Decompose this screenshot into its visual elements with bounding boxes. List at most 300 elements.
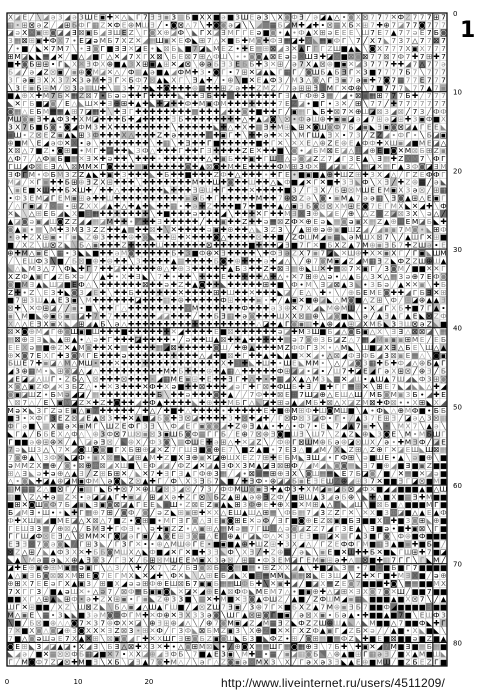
stitch-symbol: ▲ <box>242 492 248 501</box>
stitch-symbol: △ <box>370 327 376 336</box>
stitch-symbol: ⊠ <box>320 201 326 210</box>
stitch-symbol: Б <box>79 241 84 250</box>
stitch-symbol: ◣ <box>221 547 227 556</box>
stitch-symbol: ⊠ <box>93 516 99 525</box>
stitch-symbol: ◣ <box>348 311 354 320</box>
stitch-symbol: 3 <box>207 485 212 494</box>
stitch-symbol: ▲ <box>441 343 447 352</box>
stitch-symbol: 7 <box>51 91 56 100</box>
stitch-symbol: Ф <box>433 107 439 116</box>
stitch-symbol: 3 <box>278 304 283 313</box>
stitch-symbol: ✚ <box>50 178 56 187</box>
stitch-symbol: ◢ <box>299 178 305 187</box>
stitch-symbol: ╲ <box>128 563 134 572</box>
stitch-symbol: ə <box>150 68 155 77</box>
stitch-symbol: 3 <box>328 571 333 580</box>
stitch-symbol: • <box>8 193 12 202</box>
stitch-symbol: ⊕ <box>313 311 319 320</box>
stitch-symbol: Z <box>313 154 318 163</box>
stitch-symbol: ə <box>264 256 269 265</box>
stitch-symbol: ✕ <box>71 422 77 431</box>
stitch-symbol: E <box>377 146 382 155</box>
stitch-symbol: ▲ <box>228 264 234 273</box>
stitch-symbol: ✚ <box>284 579 290 588</box>
stitch-symbol: Ǝ <box>335 75 340 84</box>
stitch-symbol: Б <box>129 445 134 454</box>
stitch-symbol: ╱ <box>234 555 240 564</box>
stitch-symbol: 7 <box>356 193 361 202</box>
stitch-symbol: ✕ <box>93 99 99 108</box>
stitch-symbol: Г <box>101 162 106 171</box>
stitch-symbol: X <box>370 508 375 517</box>
stitch-symbol: ◙ <box>348 296 355 305</box>
stitch-symbol: △ <box>419 351 425 360</box>
stitch-symbol: Z <box>434 311 439 320</box>
stitch-symbol: 7 <box>356 36 361 45</box>
stitch-symbol: ⊞ <box>178 508 184 517</box>
stitch-symbol: ▲ <box>64 107 70 116</box>
stitch-symbol: ▲ <box>15 555 21 564</box>
stitch-symbol: △ <box>320 272 326 281</box>
stitch-symbol: ✚ <box>36 477 42 486</box>
stitch-symbol: ▦ <box>71 563 78 572</box>
stitch-symbol: • <box>427 406 431 415</box>
stitch-symbol: Г <box>193 492 198 501</box>
stitch-symbol: Ф <box>192 429 198 438</box>
stitch-symbol: ✚ <box>100 366 106 375</box>
stitch-symbol: M <box>227 28 233 37</box>
stitch-symbol: • <box>65 201 69 210</box>
stitch-symbol: ✚ <box>199 359 205 368</box>
stitch-symbol: 3 <box>384 351 389 360</box>
stitch-symbol: ◪ <box>355 319 362 328</box>
stitch-symbol: ⊠ <box>242 414 248 423</box>
stitch-symbol: Ǝ <box>108 28 113 37</box>
stitch-symbol: ⊞ <box>199 186 205 195</box>
stitch-symbol: M <box>50 225 56 234</box>
stitch-symbol: Z <box>405 12 410 21</box>
stitch-symbol: △ <box>334 12 340 21</box>
stitch-symbol: ✚ <box>135 382 141 391</box>
stitch-symbol: Z <box>185 500 190 509</box>
stitch-symbol: Б <box>29 99 34 108</box>
stitch-symbol: ⊞ <box>433 225 439 234</box>
stitch-symbol: ⊞ <box>313 500 319 509</box>
stitch-symbol: • <box>150 374 154 383</box>
stitch-symbol: ✚ <box>178 186 184 195</box>
stitch-symbol: M <box>277 571 283 580</box>
stitch-symbol: Б <box>377 390 382 399</box>
stitch-symbol: ✕ <box>36 186 42 195</box>
stitch-symbol: ▦ <box>333 374 340 383</box>
stitch-symbol: Ǝ <box>278 36 283 45</box>
stitch-symbol: Ш <box>312 115 320 124</box>
stitch-symbol: ◙ <box>21 327 28 336</box>
stitch-symbol: Ф <box>433 154 439 163</box>
stitch-symbol: • <box>278 28 282 37</box>
stitch-symbol: Ǝ <box>207 516 212 525</box>
stitch-symbol: 7 <box>285 83 290 92</box>
stitch-symbol: ✚ <box>156 186 162 195</box>
stitch-symbol: Ш <box>14 115 22 124</box>
stitch-symbol: ⊠ <box>78 256 84 265</box>
stitch-symbol: ╲ <box>334 288 340 297</box>
stitch-symbol: ■ <box>355 296 362 305</box>
stitch-symbol: ⊕ <box>227 225 233 234</box>
stitch-symbol: Ш <box>28 516 36 525</box>
stitch-symbol: ◢ <box>8 366 14 375</box>
stitch-symbol: 7 <box>406 99 411 108</box>
stitch-symbol: △ <box>107 563 113 572</box>
stitch-symbol: ■ <box>170 406 177 415</box>
stitch-symbol: ✚ <box>149 178 155 187</box>
stitch-symbol: ◙ <box>106 547 113 556</box>
stitch-symbol: Г <box>342 508 347 517</box>
stitch-symbol: ✕ <box>291 138 297 147</box>
stitch-symbol: Z <box>320 516 325 525</box>
stitch-symbol: △ <box>398 343 404 352</box>
stitch-symbol: Г <box>441 359 446 368</box>
stitch-symbol: Z <box>15 272 20 281</box>
stitch-symbol: ╱ <box>64 437 70 446</box>
stitch-symbol: ■ <box>277 146 284 155</box>
stitch-symbol: M <box>433 555 439 564</box>
stitch-symbol: E <box>335 540 340 549</box>
stitch-symbol: ✚ <box>270 123 276 132</box>
stitch-symbol: ✚ <box>192 382 198 391</box>
stitch-symbol: Ш <box>269 524 277 533</box>
stitch-symbol: M <box>57 516 63 525</box>
stitch-symbol: M <box>149 453 155 462</box>
stitch-symbol: E <box>377 288 382 297</box>
stitch-symbol: ⊠ <box>100 461 106 470</box>
stitch-symbol: ▲ <box>135 201 141 210</box>
stitch-symbol: ✚ <box>135 280 141 289</box>
stitch-symbol: X <box>79 115 84 124</box>
stitch-symbol: ╲ <box>277 508 283 517</box>
stitch-symbol: M <box>78 343 84 352</box>
stitch-symbol: X <box>313 28 318 37</box>
stitch-symbol: ✚ <box>171 311 177 320</box>
stitch-symbol: • <box>264 374 268 383</box>
stitch-symbol: ◣ <box>306 264 312 273</box>
stitch-symbol: ✕ <box>121 469 127 478</box>
stitch-symbol: ╲ <box>284 280 290 289</box>
stitch-symbol: 3 <box>285 44 290 53</box>
stitch-symbol: ╱ <box>14 241 20 250</box>
stitch-symbol: 3 <box>37 524 42 533</box>
stitch-symbol: ✕ <box>78 60 84 69</box>
stitch-symbol: ✚ <box>171 390 177 399</box>
stitch-symbol: Ф <box>376 406 382 415</box>
stitch-symbol: E <box>299 532 304 541</box>
stitch-symbol: ▦ <box>319 532 326 541</box>
stitch-symbol: ✕ <box>298 296 304 305</box>
stitch-symbol: Б <box>214 311 219 320</box>
stitch-symbol: Ǝ <box>228 603 233 612</box>
stitch-symbol: ✚ <box>164 398 170 407</box>
stitch-symbol: ✚ <box>227 280 233 289</box>
stitch-symbol: ⊠ <box>391 398 397 407</box>
stitch-symbol: ◙ <box>64 123 71 132</box>
stitch-symbol: ✚ <box>15 288 21 297</box>
stitch-symbol: Ф <box>263 595 269 604</box>
stitch-symbol: ╲ <box>171 138 177 147</box>
stitch-symbol: M <box>355 233 361 242</box>
stitch-symbol: M <box>43 91 49 100</box>
stitch-symbol: • <box>157 516 161 525</box>
stitch-symbol: Ф <box>234 587 240 596</box>
stitch-symbol: Г <box>406 170 411 179</box>
stitch-symbol: ✚ <box>142 186 148 195</box>
stitch-symbol: ✕ <box>369 571 375 580</box>
stitch-symbol: Ф <box>320 414 326 423</box>
stitch-symbol: E <box>58 296 63 305</box>
stitch-symbol: ⊞ <box>206 524 212 533</box>
stitch-symbol: ✚ <box>320 398 326 407</box>
stitch-symbol: E <box>441 437 446 446</box>
stitch-symbol: ✚ <box>185 272 191 281</box>
stitch-symbol: ▲ <box>377 311 383 320</box>
stitch-symbol: Б <box>334 68 339 77</box>
stitch-symbol: ◙ <box>142 233 149 242</box>
stitch-symbol: ╱ <box>21 178 27 187</box>
stitch-symbol: Г <box>271 138 276 147</box>
stitch-symbol: ✚ <box>100 343 106 352</box>
stitch-symbol: ◣ <box>441 178 447 187</box>
stitch-symbol: Б <box>58 311 63 320</box>
stitch-symbol: E <box>22 563 27 572</box>
stitch-symbol: ✚ <box>206 272 212 281</box>
stitch-symbol: ◙ <box>213 233 220 242</box>
stitch-symbol: Ф <box>121 524 127 533</box>
stitch-symbol: Г <box>441 154 446 163</box>
stitch-symbol: ╲ <box>163 563 169 572</box>
stitch-symbol: ✚ <box>142 225 148 234</box>
stitch-symbol: Ф <box>128 508 134 517</box>
stitch-symbol: ◢ <box>228 382 234 391</box>
stitch-symbol: ⊞ <box>29 36 35 45</box>
stitch-symbol: • <box>79 492 83 501</box>
stitch-symbol: X <box>306 36 311 45</box>
stitch-symbol: ✚ <box>121 193 127 202</box>
stitch-symbol: ✚ <box>142 343 148 352</box>
stitch-symbol: ⊕ <box>348 492 354 501</box>
stitch-symbol: ▣ <box>277 579 284 588</box>
stitch-symbol: ◪ <box>326 52 333 61</box>
stitch-symbol: Ф <box>78 123 84 132</box>
stitch-symbol: ╲ <box>426 351 432 360</box>
stitch-symbol: ✚ <box>263 138 269 147</box>
stitch-symbol: ⊕ <box>178 264 184 273</box>
stitch-symbol: ⊠ <box>256 233 262 242</box>
stitch-symbol: ⊠ <box>376 233 382 242</box>
stitch-symbol: E <box>143 500 148 509</box>
stitch-symbol: ■ <box>383 469 390 478</box>
stitch-symbol: ✚ <box>114 162 120 171</box>
stitch-symbol: Ǝ <box>384 311 389 320</box>
stitch-symbol: ▣ <box>220 154 227 163</box>
stitch-symbol: ⊕ <box>398 406 404 415</box>
stitch-symbol: M <box>419 138 425 147</box>
stitch-symbol: ▲ <box>164 68 170 77</box>
stitch-symbol: Б <box>214 563 219 572</box>
stitch-symbol: ■ <box>284 603 291 612</box>
stitch-symbol: Ф <box>298 115 304 124</box>
stitch-symbol: E <box>434 123 439 132</box>
stitch-symbol: ✚ <box>15 516 21 525</box>
stitch-symbol: ⊠ <box>433 414 439 423</box>
stitch-symbol: ✚ <box>277 422 283 431</box>
stitch-symbol: ə <box>420 319 425 328</box>
stitch-symbol: Б <box>434 406 439 415</box>
stitch-symbol: X <box>377 516 382 525</box>
stitch-symbol: 3 <box>391 319 396 328</box>
stitch-symbol: ⊞ <box>284 461 290 470</box>
stitch-symbol: ◣ <box>391 256 397 265</box>
stitch-symbol: 7 <box>37 540 42 549</box>
stitch-symbol: ◢ <box>86 366 92 375</box>
stitch-symbol: E <box>335 209 340 218</box>
stitch-symbol: Б <box>185 12 190 21</box>
stitch-symbol: ◢ <box>86 217 92 226</box>
stitch-symbol: Ф <box>213 99 219 108</box>
stitch-symbol: ■ <box>426 485 433 494</box>
stitch-symbol: ⊠ <box>305 571 311 580</box>
stitch-symbol: Ф <box>263 516 269 525</box>
stitch-symbol: ▲ <box>221 366 227 375</box>
stitch-symbol: ✚ <box>249 319 255 328</box>
stitch-symbol: ◣ <box>284 571 290 580</box>
stitch-symbol: △ <box>121 319 127 328</box>
stitch-symbol: ⊠ <box>164 485 170 494</box>
stitch-symbol: ə <box>129 579 134 588</box>
stitch-symbol: ⊕ <box>206 366 212 375</box>
stitch-symbol: ◙ <box>92 571 99 580</box>
stitch-symbol: ■ <box>369 579 376 588</box>
stitch-symbol: ■ <box>305 296 312 305</box>
stitch-symbol: ◙ <box>191 516 198 525</box>
stitch-symbol: ⊠ <box>50 68 56 77</box>
stitch-symbol: • <box>292 422 296 431</box>
stitch-symbol: 3 <box>8 123 13 132</box>
stitch-symbol: ə <box>193 201 198 210</box>
stitch-symbol: △ <box>398 500 404 509</box>
stitch-symbol: ✚ <box>313 563 319 572</box>
stitch-symbol: ■ <box>291 516 298 525</box>
stitch-symbol: ✚ <box>135 264 141 273</box>
stitch-symbol: ✚ <box>270 241 276 250</box>
stitch-symbol: △ <box>263 272 269 281</box>
stitch-symbol: X <box>15 123 20 132</box>
stitch-symbol: 3 <box>37 264 42 273</box>
stitch-symbol: ◪ <box>255 68 262 77</box>
stitch-symbol: Б <box>235 36 240 45</box>
stitch-symbol: Ш <box>170 603 178 612</box>
stitch-symbol: ⊞ <box>426 52 432 61</box>
stitch-symbol: Ш <box>418 256 426 265</box>
stitch-symbol: ⊕ <box>391 217 397 226</box>
stitch-symbol: ▦ <box>419 178 426 187</box>
stitch-symbol: Г <box>93 563 98 572</box>
stitch-symbol: 7 <box>22 154 27 163</box>
stitch-symbol: Z <box>377 217 382 226</box>
stitch-symbol: Ǝ <box>356 516 361 525</box>
stitch-symbol: Ш <box>42 241 50 250</box>
stitch-symbol: ✚ <box>213 201 219 210</box>
stitch-symbol: 3 <box>420 107 425 116</box>
stitch-symbol: ✚ <box>185 146 191 155</box>
stitch-symbol: ✚ <box>206 311 212 320</box>
stitch-symbol: 7 <box>356 422 361 431</box>
stitch-symbol: E <box>441 241 446 250</box>
stitch-symbol: 7 <box>413 20 418 29</box>
stitch-symbol: ▲ <box>441 595 447 604</box>
stitch-symbol: ╱ <box>376 437 382 446</box>
stitch-symbol: ■ <box>149 516 156 525</box>
stitch-symbol: ✚ <box>107 186 113 195</box>
stitch-symbol: Ǝ <box>406 461 411 470</box>
stitch-symbol: Б <box>327 327 332 336</box>
stitch-symbol: ■ <box>419 563 426 572</box>
stitch-symbol: ▣ <box>220 130 227 139</box>
stitch-symbol: ⊠ <box>334 351 340 360</box>
stitch-symbol: ▲ <box>157 532 163 541</box>
stitch-symbol: M <box>78 351 84 360</box>
stitch-symbol: Z <box>207 603 212 612</box>
stitch-symbol: △ <box>334 359 340 368</box>
stitch-symbol: 7 <box>384 233 389 242</box>
stitch-symbol: Г <box>143 91 148 100</box>
stitch-symbol: 7 <box>249 524 254 533</box>
stitch-symbol: ✚ <box>142 359 148 368</box>
stitch-symbol: ◙ <box>213 343 220 352</box>
stitch-symbol: Г <box>285 516 290 525</box>
stitch-symbol: △ <box>121 304 127 313</box>
stitch-symbol: ◣ <box>150 233 156 242</box>
stitch-symbol: ⊞ <box>398 115 404 124</box>
stitch-symbol: ✚ <box>391 516 397 525</box>
stitch-symbol: ◪ <box>78 311 85 320</box>
stitch-symbol: ✚ <box>320 288 326 297</box>
stitch-symbol: ✚ <box>213 107 219 116</box>
stitch-symbol: ◙ <box>42 540 49 549</box>
stitch-symbol: ▦ <box>227 579 234 588</box>
stitch-symbol: Б <box>349 20 354 29</box>
stitch-symbol: ◢ <box>441 382 447 391</box>
stitch-symbol: Ш <box>361 233 369 242</box>
stitch-symbol: Б <box>171 44 176 53</box>
stitch-symbol: ✚ <box>142 130 148 139</box>
stitch-symbol: Ф <box>57 115 63 124</box>
stitch-symbol: ◪ <box>42 477 49 486</box>
stitch-symbol: Б <box>129 288 134 297</box>
stitch-symbol: ╲ <box>405 453 411 462</box>
stitch-symbol: △ <box>242 115 248 124</box>
stitch-symbol: ✚ <box>263 193 269 202</box>
stitch-symbol: ▲ <box>348 422 354 431</box>
stitch-symbol: △ <box>363 209 369 218</box>
stitch-symbol: ✚ <box>128 335 134 344</box>
stitch-symbol: ◣ <box>8 99 14 108</box>
stitch-symbol: ◪ <box>135 335 142 344</box>
stitch-symbol: ⊞ <box>426 146 432 155</box>
stitch-symbol: ◢ <box>43 516 49 525</box>
stitch-symbol: ✚ <box>156 209 162 218</box>
stitch-symbol: ✚ <box>164 351 170 360</box>
stitch-symbol: ▲ <box>441 256 447 265</box>
stitch-symbol: ╱ <box>227 429 233 438</box>
